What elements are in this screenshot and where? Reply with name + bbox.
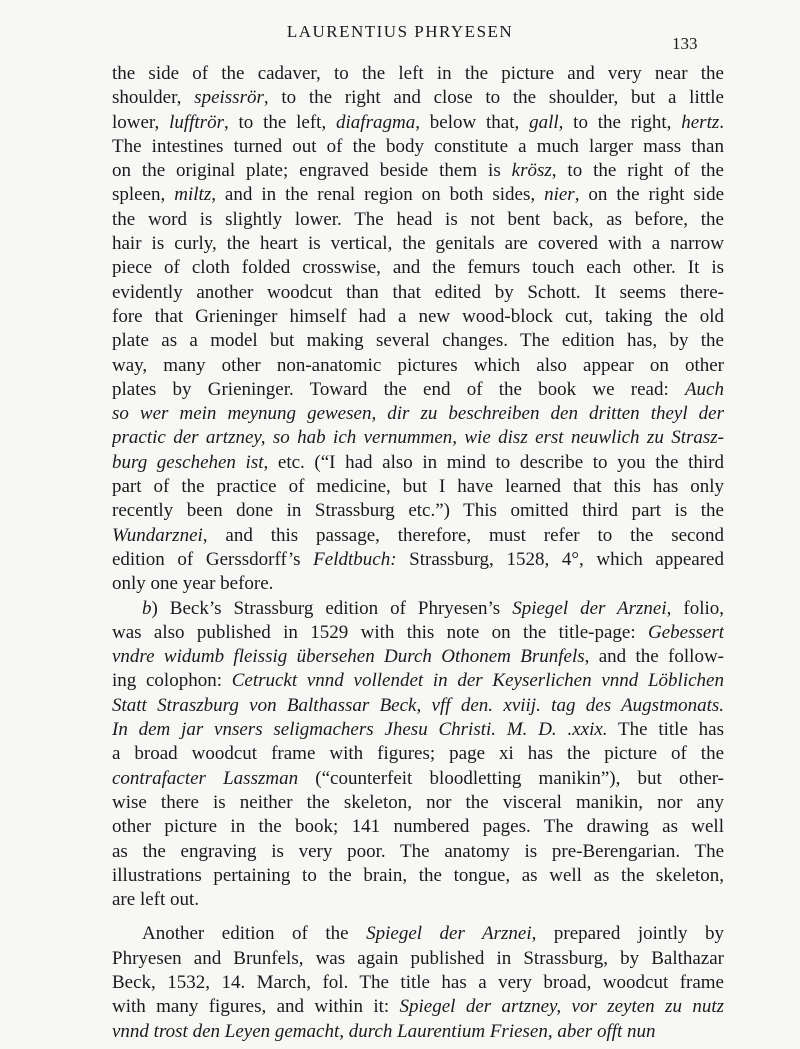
italic-span: Cetruckt vnnd vollendet in der Keyserlichen vnnd Löblichen [231, 670, 724, 692]
italic-span: practic der artzney, so hab ich vernummen, wie disz erst neuwlich zu Strasz- [112, 427, 724, 449]
paragraph-2 [112, 597, 724, 913]
italic-span: Statt Straszburg von Balthassar Beck, vff den. xviij. tag des Augstmonats. [112, 694, 724, 716]
italic-span: hertz [681, 111, 720, 133]
text-span: evidently another woodcut than that edited by Schott. It seems there- [112, 281, 724, 303]
text-span: plates by Grieninger. Toward the end of the book we read: [112, 378, 685, 400]
text-line [112, 548, 724, 572]
text-line [112, 524, 724, 548]
text-span: The title has [607, 719, 724, 741]
text-span: hair is curly, the heart is vertical, the genitals are covered with a narrow [112, 233, 724, 255]
text-span: Another edition of the [142, 923, 367, 945]
text-line [112, 256, 724, 280]
text-span: Strassburg, 1528, 4°, which appeared [396, 548, 724, 570]
text-span: , prepared jointly by [531, 923, 724, 945]
text-span: spleen, [112, 184, 175, 206]
italic-span: diafragma [336, 111, 416, 133]
text-line [112, 947, 724, 971]
text-line [112, 767, 724, 791]
text-line [112, 1020, 724, 1044]
text-line [112, 354, 724, 378]
text-line [112, 742, 724, 766]
italic-span: miltz [174, 184, 212, 206]
text-span: other picture in the book; 141 numbered pages. The drawing as well [112, 816, 724, 838]
text-span: , below that, [415, 111, 530, 133]
text-span: (“counterfeit bloodletting manikin”), but other- [298, 767, 724, 789]
text-line [112, 329, 724, 353]
running-head: LAURENTIUS PHRYESEN [286, 22, 514, 41]
text-line [112, 864, 724, 888]
text-span: , to the left, [223, 111, 337, 133]
text-span: wise there is neither the skeleton, nor the visceral manikin, nor any [112, 791, 724, 813]
paragraph-gap [112, 912, 724, 922]
italic-span: In dem jar vnsers seligmachers Jhesu Christi. M. D. .xxix. [112, 719, 608, 741]
text-span: ) Beck’s Strassburg edition of Phryesen’s [151, 597, 513, 619]
text-span: , to the right and close to the shoulder, but a little [263, 87, 724, 109]
text-line [112, 971, 724, 995]
paragraph-3 [112, 922, 724, 1043]
text-span: way, many other non-anatomic pictures which also appear on other [112, 354, 724, 376]
italic-span: Spiegel der Arznei [366, 923, 532, 945]
text-span: plate as a model but making several changes. The edition has, by the [112, 330, 724, 352]
text-span: ing colophon: [112, 670, 232, 692]
text-line [112, 402, 724, 426]
text-line [112, 995, 724, 1019]
text-span: edition of Gerssdorff’s [112, 548, 314, 570]
text-span: was also published in 1529 with this note on the title-page: [112, 621, 649, 643]
text-line [112, 922, 724, 946]
text-line [112, 888, 724, 912]
italic-span: gall [529, 111, 559, 133]
italic-span: contrafacter Lasszman [112, 767, 299, 789]
text-line [112, 572, 724, 596]
text-span: only one year before. [112, 573, 274, 595]
text-span: shoulder, [112, 87, 195, 109]
text-span: , folio, [666, 597, 724, 619]
italic-span: lufftrör [169, 111, 224, 133]
text-span: a broad woodcut frame with figures; page xi has the picture of the [112, 743, 724, 765]
italic-span: Gebessert [648, 621, 724, 643]
italic-span: Spiegel der Arznei [512, 597, 667, 619]
text-line [112, 208, 724, 232]
text-line [112, 281, 724, 305]
text-line [112, 451, 724, 475]
text-span: the side of the cadaver, to the left in the picture and very near the [112, 63, 724, 84]
text-line [112, 815, 724, 839]
text-line [112, 86, 724, 110]
text-span: . [719, 111, 724, 133]
text-line [112, 159, 724, 183]
text-line [112, 426, 724, 450]
italic-span: krösz [511, 160, 552, 182]
text-line [112, 645, 724, 669]
text-line [112, 840, 724, 864]
text-span: , to the right, [558, 111, 682, 133]
text-line [112, 621, 724, 645]
text-line [112, 597, 724, 621]
page-number: 133 [672, 34, 698, 53]
text-span: Beck, 1532, 14. March, fol. The title has a very broad, woodcut frame [112, 971, 724, 993]
text-span: The intestines turned out of the body constitute a much larger mass than [112, 135, 724, 157]
text-span: , and in the renal region on both sides, [211, 184, 545, 206]
italic-span: nier [544, 184, 575, 206]
paragraph-1 [112, 62, 724, 597]
italic-span: Spiegel der artzney, vor zeyten zu nutz [399, 996, 724, 1018]
italic-span: speissrör [194, 87, 264, 109]
text-span: illustrations pertaining to the brain, the tongue, as well as the skeleton, [112, 864, 724, 886]
italic-span: Wundarznei [112, 524, 203, 546]
italic-span: burg geschehen ist [112, 451, 264, 473]
text-span: , on the right side [574, 184, 724, 206]
text-line [112, 718, 724, 742]
text-line [112, 62, 724, 86]
text-line [112, 378, 724, 402]
italic-span: b [142, 597, 152, 619]
text-line [112, 305, 724, 329]
text-line [112, 232, 724, 256]
text-span: are left out. [112, 889, 200, 911]
text-span: with many figures, and within it: [112, 996, 400, 1018]
italic-span: Auch [684, 378, 724, 400]
body-text [112, 62, 724, 1044]
text-line [112, 475, 724, 499]
text-span: on the original plate; engraved beside them is [112, 160, 512, 182]
text-span: piece of cloth folded crosswise, and the femurs touch each other. It is [112, 257, 724, 279]
text-span: fore that Grieninger himself had a new wood-block cut, taking the old [112, 305, 724, 327]
text-span: , to the right of the [551, 160, 724, 182]
text-span: Phryesen and Brunfels, was again published in Strassburg, by Balthazar [112, 947, 724, 969]
text-line [112, 111, 724, 135]
text-span: , and the follow- [584, 646, 724, 668]
text-span: recently been done in Strassburg etc.”) This omitted third part is the [112, 500, 724, 522]
italic-span: so wer mein meynung gewesen, dir zu beschreiben den dritten theyl der [112, 403, 724, 425]
text-span: as the engraving is very poor. The anatomy is pre-Berengarian. The [112, 840, 724, 862]
text-line [112, 135, 724, 159]
text-span: part of the practice of medicine, but I have learned that this has only [112, 476, 724, 498]
text-line [112, 694, 724, 718]
text-span: lower, [112, 111, 170, 133]
text-line [112, 791, 724, 815]
italic-span: vndre widumb fleissig übersehen Durch Othonem Brunfels [112, 646, 585, 668]
italic-span: vnnd trost den Leyen gemacht, durch Laurentium Friesen, aber offt nun [112, 1020, 656, 1042]
italic-span: Feldtbuch: [313, 548, 397, 570]
text-line [112, 499, 724, 523]
text-span: the word is slightly lower. The head is not bent back, as before, the [112, 208, 724, 230]
text-line [112, 669, 724, 693]
text-span: , etc. (“I had also in mind to describe to you the third [263, 451, 724, 473]
text-span: , and this passage, therefore, must refer to the second [202, 524, 724, 546]
text-line [112, 183, 724, 207]
